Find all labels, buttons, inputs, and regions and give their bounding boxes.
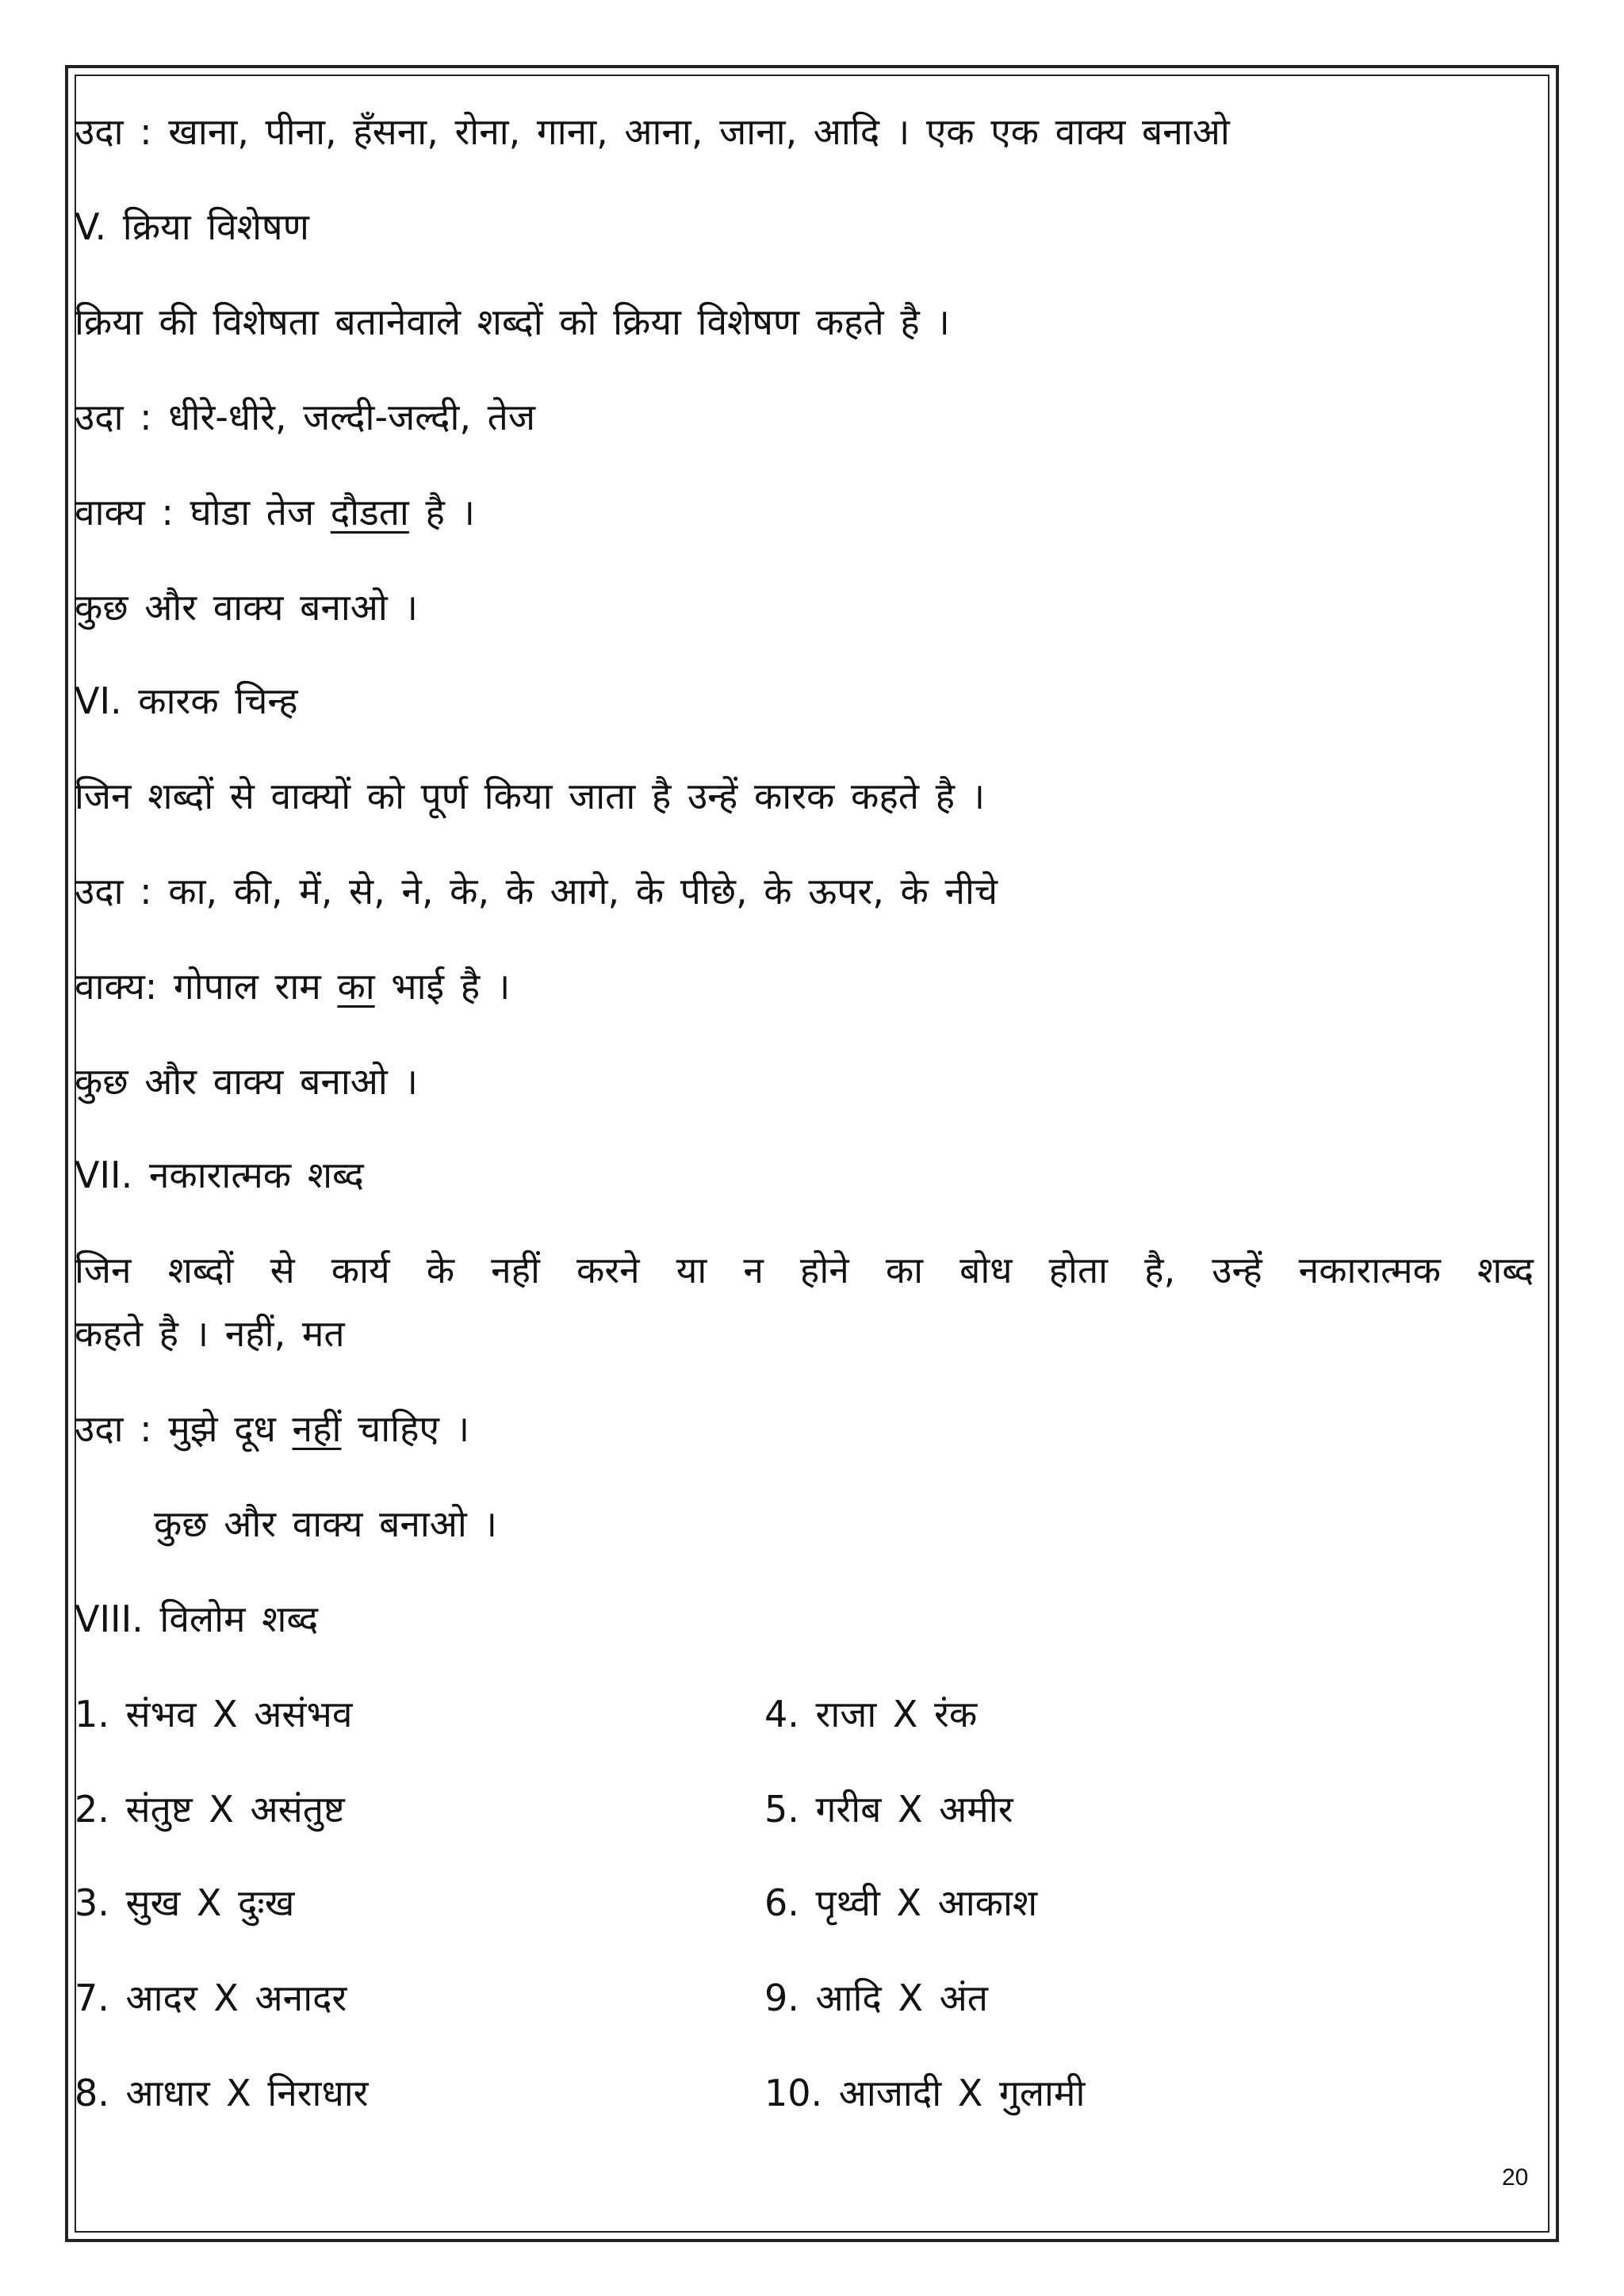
adverb-exercise: कुछ और वाक्य बनाओ । <box>75 586 418 629</box>
negative-example-prefix: उदा : मुझे दूध <box>75 1407 293 1450</box>
antonym-item: 7. आदर X अनादर <box>75 1976 347 2019</box>
negative-exercise: कुछ और वाक्य बनाओ । <box>154 1502 497 1545</box>
case-sentence-underlined: का <box>337 965 375 1008</box>
adverb-sentence-prefix: वाक्य : घोडा तेज <box>75 491 331 534</box>
case-sentence <box>75 962 510 1010</box>
negative-example <box>75 1405 469 1452</box>
negative-example-underlined: नहीं <box>292 1407 342 1450</box>
example-verbs-line: उदा : खाना, पीना, हँसना, रोना, गाना, आना, जाना, आदि । एक एक वाक्य बनाओ <box>75 110 1230 153</box>
antonym-item: 2. संतुष्ट X असंतुष्ट <box>75 1788 345 1831</box>
adverb-definition: क्रिया की विशेषता बतानेवाले शब्दों को क्रिया विशेषण कहते है । <box>75 300 950 343</box>
heading-negative-words: VII. नकारात्मक शब्द <box>75 1154 364 1196</box>
heading-adverb: V. क्रिया विशेषण <box>75 205 309 248</box>
negative-definition: जिन शब्दों से कार्य के नहीं करने या न होने का बोध होता है, उन्हें नकारात्मक शब्द <box>75 1249 1534 1292</box>
heading-case-markers: VI. कारक चिन्ह <box>75 679 298 722</box>
antonym-item: 3. सुख X दुःख <box>75 1881 295 1924</box>
case-examples: उदा : का, की, में, से, ने, के, के आगे, के पीछे, के ऊपर, के नीचे <box>75 870 998 913</box>
antonym-item: 6. पृथ्वी X आकाश <box>764 1881 1038 1924</box>
antonym-item: 1. संभव X असंभव <box>75 1693 353 1735</box>
case-exercise: कुछ और वाक्य बनाओ । <box>75 1060 418 1103</box>
case-sentence-suffix: भाई है । <box>374 965 511 1008</box>
page-number: 20 <box>1502 2164 1529 2191</box>
adverb-sentence-suffix: है । <box>408 491 475 534</box>
adverb-sentence-underlined: दौडता <box>330 491 409 534</box>
heading-antonyms: VIII. विलोम शब्द <box>75 1598 319 1640</box>
case-definition: जिन शब्दों से वाक्यों को पूर्ण किया जाता है उन्हें कारक कहते है । <box>75 775 986 817</box>
adverb-sentence <box>75 488 475 536</box>
antonym-item: 10. आजादी X गुलामी <box>764 2072 1086 2114</box>
antonym-item: 5. गरीब X अमीर <box>764 1788 1013 1831</box>
antonym-item: 9. आदि X अंत <box>764 1976 988 2019</box>
case-sentence-prefix: वाक्य: गोपाल राम <box>75 965 338 1008</box>
negative-example-suffix: चाहिए । <box>341 1407 470 1450</box>
negative-definition-cont: कहते है । नहीं, मत <box>75 1312 345 1355</box>
antonym-item: 8. आधार X निराधार <box>75 2072 369 2114</box>
adverb-examples: उदा : धीरे-धीरे, जल्दी-जल्दी, तेज <box>75 396 535 438</box>
antonym-item: 4. राजा X रंक <box>764 1693 978 1735</box>
